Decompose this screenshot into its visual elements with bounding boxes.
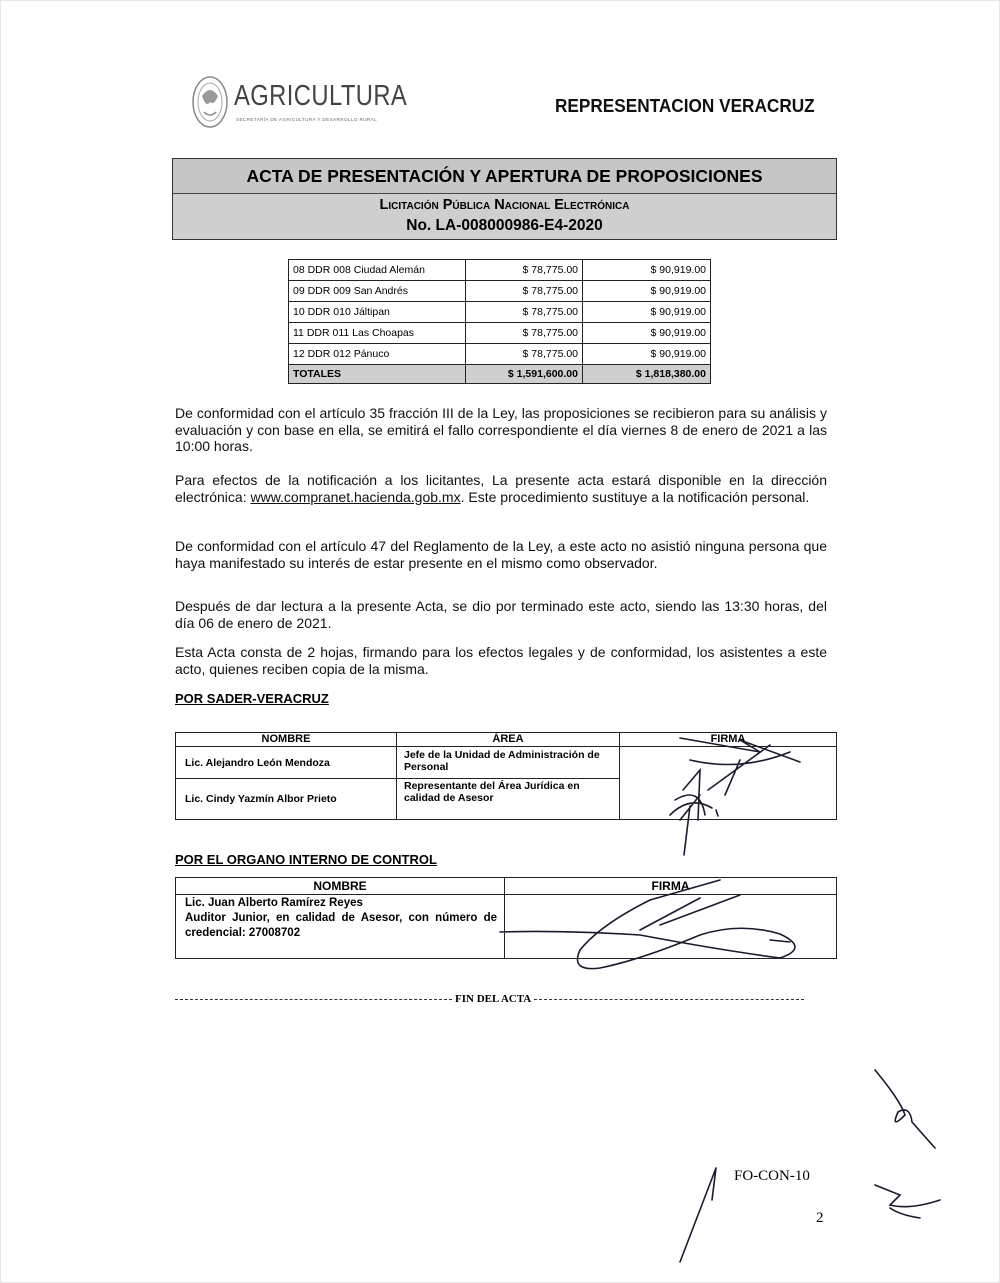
sader-name-1: Lic. Alejandro León Mendoza bbox=[185, 757, 330, 769]
district-cell: 12 DDR 012 Pánuco bbox=[289, 344, 466, 365]
totals-amount: $ 1,591,600.00 bbox=[466, 365, 583, 384]
paragraph-fallo: De conformidad con el artículo 35 fracción III de la Ley, las proposiciones se recibieron para su análisis y evaluación y con base en ella, se emitirá el fallo correspondiente el día viernes 8 de enero de 2021 a las 10:00 horas. bbox=[175, 405, 827, 455]
paragraph-notificacion-text-b: . Este procedimiento sustituye a la notificación personal. bbox=[460, 488, 810, 505]
oic-name: Lic. Juan Alberto Ramírez Reyes bbox=[185, 897, 363, 909]
logo-wordmark: AGRICULTURA bbox=[234, 80, 408, 112]
amount-with-tax-cell: $ 90,919.00 bbox=[583, 323, 711, 344]
totals-amount-with-tax: $ 1,818,380.00 bbox=[583, 365, 711, 384]
amount-cell: $ 78,775.00 bbox=[466, 323, 583, 344]
district-cell: 10 DDR 010 Jáltipan bbox=[289, 302, 466, 323]
oic-col-header-firma: FIRMA bbox=[651, 879, 690, 893]
district-cell: 08 DDR 008 Ciudad Alemán bbox=[289, 260, 466, 281]
col-header-firma: FIRMA bbox=[710, 733, 746, 745]
representation-title: REPRESENTACION VERACRUZ bbox=[555, 95, 815, 116]
form-code: FO-CON-10 bbox=[734, 1168, 810, 1184]
col-header-nombre: NOMBRE bbox=[261, 733, 311, 745]
amount-with-tax-cell: $ 90,919.00 bbox=[583, 281, 711, 302]
signature-ramirez bbox=[500, 880, 795, 969]
document-title: ACTA DE PRESENTACIÓN Y APERTURA DE PROPOSICIONES bbox=[173, 159, 836, 194]
margin-initials-1 bbox=[875, 1070, 935, 1148]
col-header-area: ÁREA bbox=[492, 733, 524, 745]
amount-with-tax-cell: $ 90,919.00 bbox=[583, 344, 711, 365]
signature-albor bbox=[670, 770, 718, 855]
oic-heading: POR EL ORGANO INTERNO DE CONTROL bbox=[175, 852, 437, 867]
paragraph-cierre: Después de dar lectura a la presente Acta, se dio por terminado este acto, siendo las 13:30 horas, del día 06 de enero de 2021. bbox=[175, 598, 827, 631]
amount-cell: $ 78,775.00 bbox=[466, 302, 583, 323]
amount-cell: $ 78,775.00 bbox=[466, 344, 583, 365]
signature-mendoza bbox=[680, 738, 800, 795]
page-number: 2 bbox=[816, 1210, 824, 1226]
district-cell: 09 DDR 009 San Andrés bbox=[289, 281, 466, 302]
district-cell: 11 DDR 011 Las Choapas bbox=[289, 323, 466, 344]
paragraph-observador: De conformidad con el artículo 47 del Reglamento de la Ley, a este acto no asistió ninguna persona que haya manifestado su interés de estar presente en el mismo como observador. bbox=[175, 538, 827, 571]
logo-subtitle: SECRETARÍA DE AGRICULTURA Y DESARROLLO RURAL bbox=[236, 117, 378, 122]
compranet-link[interactable]: www.compranet.hacienda.gob.mx bbox=[250, 488, 461, 505]
margin-initials-3 bbox=[680, 1168, 716, 1262]
amount-with-tax-cell: $ 90,919.00 bbox=[583, 302, 711, 323]
fin-del-acta-text: FIN DEL ACTA bbox=[455, 993, 532, 1006]
sader-heading: POR SADER-VERACRUZ bbox=[175, 691, 329, 706]
sader-area-1: Jefe de la Unidad de Administración de Personal bbox=[404, 749, 600, 773]
oic-detail: Auditor Junior, en calidad de Asesor, con número de credencial: 27008702 bbox=[185, 912, 497, 939]
amount-cell: $ 78,775.00 bbox=[466, 281, 583, 302]
totals-label: TOTALES bbox=[289, 365, 466, 384]
sader-name-2: Lic. Cindy Yazmín Albor Prieto bbox=[185, 793, 337, 805]
tender-number: No. LA-008000986-E4-2020 bbox=[406, 217, 603, 234]
tender-type: Licitación Pública Nacional Electrónica bbox=[379, 197, 630, 213]
amount-cell: $ 78,775.00 bbox=[466, 260, 583, 281]
oic-col-header-nombre: NOMBRE bbox=[313, 879, 367, 893]
margin-initials-2 bbox=[875, 1185, 940, 1218]
paragraph-notificacion-text-a: Para efectos de la notificación a los licitantes, La presente acta estará disponible en la dirección electrónica: bbox=[175, 472, 827, 505]
paragraph-hojas: Esta Acta consta de 2 hojas, firmando para los efectos legales y de conformidad, los asistentes a este acto, quienes reciben copia de la misma. bbox=[175, 644, 827, 677]
sader-area-2: Representante del Área Jurídica en calidad de Asesor bbox=[404, 780, 580, 804]
amount-with-tax-cell: $ 90,919.00 bbox=[583, 260, 711, 281]
